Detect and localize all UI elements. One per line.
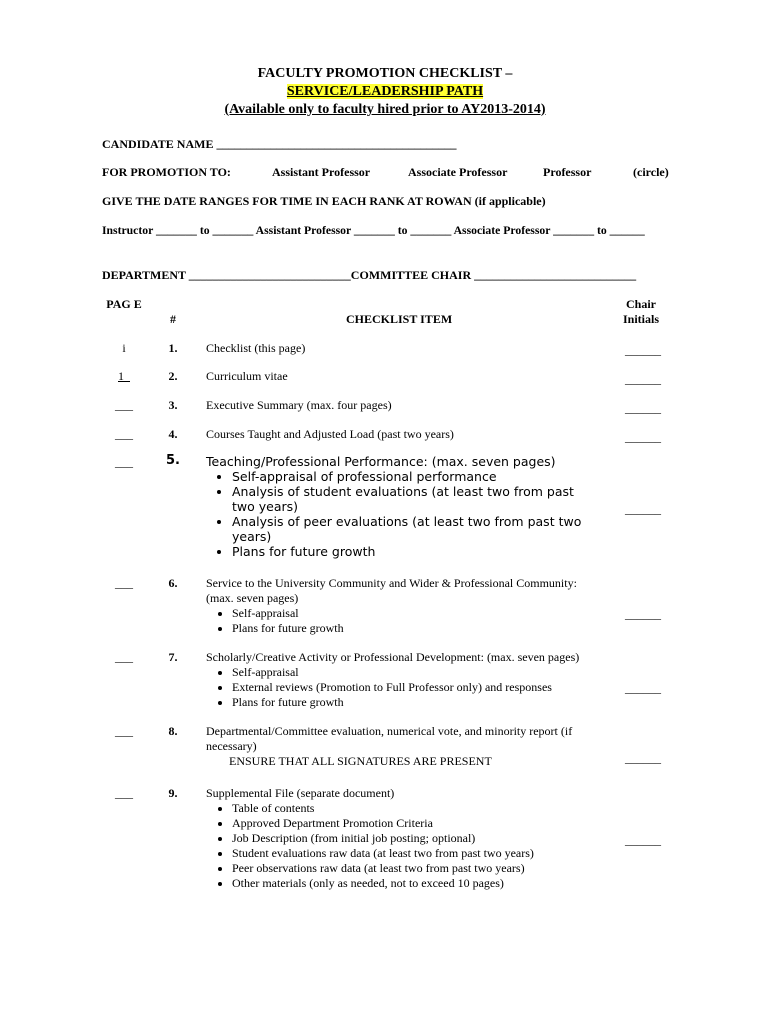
list-item: • Self-appraisal of professional performance bbox=[232, 469, 596, 484]
row-9-item-heading: Supplemental File (separate document) bbox=[206, 786, 395, 800]
row-2-item: Curriculum vitae bbox=[206, 369, 288, 383]
row-9-item bbox=[206, 786, 606, 891]
row-8-item bbox=[206, 724, 596, 769]
list-item: • External reviews (Promotion to Full Professor only) and responses bbox=[232, 680, 606, 695]
header-checklist-item: CHECKLIST ITEM bbox=[346, 312, 453, 326]
row-7-item-heading: Scholarly/Creative Activity or Professional Development: (max. seven pages) bbox=[206, 650, 580, 664]
row-3-number: 3. bbox=[168, 398, 178, 412]
row-5-number: 5. bbox=[166, 453, 180, 468]
row-9-chair-initials[interactable]: ______ bbox=[625, 833, 661, 847]
row-9-number: 9. bbox=[168, 786, 178, 800]
list-item: • Job Description (from initial job posting; optional) bbox=[232, 831, 606, 846]
row-3-item: Executive Summary (max. four pages) bbox=[206, 398, 392, 412]
header-page: PAG E bbox=[106, 297, 142, 311]
row-7-page[interactable]: ___ bbox=[115, 650, 133, 664]
list-item: • Self-appraisal bbox=[232, 606, 606, 621]
list-item: • Approved Department Promotion Criteria bbox=[232, 816, 606, 831]
list-item: • Student evaluations raw data (at least two from past two years) bbox=[232, 846, 606, 861]
row-2-number: 2. bbox=[168, 369, 178, 383]
list-item: • Table of contents bbox=[232, 801, 606, 816]
row-6-chair-initials[interactable]: ______ bbox=[625, 607, 661, 621]
title-line-1: FACULTY PROMOTION CHECKLIST – bbox=[257, 66, 513, 81]
row-1-number: 1. bbox=[168, 341, 178, 355]
row-2-chair-initials[interactable]: ______ bbox=[625, 372, 661, 386]
row-4-item: Courses Taught and Adjusted Load (past two years) bbox=[206, 427, 454, 441]
row-7-bullet-list bbox=[206, 665, 606, 710]
header-chair-initials: Chair Initials bbox=[622, 297, 659, 326]
header-number: # bbox=[170, 312, 176, 326]
promotion-label: FOR PROMOTION TO: bbox=[102, 165, 231, 179]
list-item: • Plans for future growth bbox=[232, 544, 596, 559]
row-3-page[interactable]: ___ bbox=[115, 398, 133, 412]
row-5-bullet-list bbox=[206, 469, 596, 559]
row-4-chair-initials[interactable]: ______ bbox=[625, 430, 661, 444]
row-8-signatures-note: ENSURE THAT ALL SIGNATURES ARE PRESENT bbox=[229, 754, 492, 768]
row-6-item bbox=[206, 576, 606, 636]
department-committee-line[interactable]: DEPARTMENT ___________________________COMMITTEE CHAIR ___________________________ bbox=[102, 268, 637, 282]
title-highlight: SERVICE/LEADERSHIP PATH bbox=[286, 84, 484, 99]
row-1-item: Checklist (this page) bbox=[206, 341, 306, 355]
list-item: • Analysis of student evaluations (at least two from past two years) bbox=[232, 484, 596, 514]
candidate-name-field[interactable]: CANDIDATE NAME ________________________________________ bbox=[102, 137, 457, 151]
row-5-item-heading: Teaching/Professional Performance: (max. seven pages) bbox=[206, 454, 556, 469]
row-7-number: 7. bbox=[168, 650, 178, 664]
list-item: • Analysis of peer evaluations (at least two from past two years) bbox=[232, 514, 596, 544]
row-6-number: 6. bbox=[168, 576, 178, 590]
list-item: • Plans for future growth bbox=[232, 621, 606, 636]
row-8-number: 8. bbox=[168, 724, 178, 738]
option-professor[interactable]: Professor bbox=[543, 165, 592, 179]
title-line-2 bbox=[0, 84, 770, 100]
option-associate-professor[interactable]: Associate Professor bbox=[408, 165, 508, 179]
row-8-page[interactable]: ___ bbox=[115, 724, 133, 738]
row-5-chair-initials[interactable]: ______ bbox=[625, 502, 661, 516]
row-8-item-heading: Departmental/Committee evaluation, numerical vote, and minority report (if necessary) bbox=[206, 724, 573, 753]
row-9-bullet-list bbox=[206, 801, 606, 891]
row-3-chair-initials[interactable]: ______ bbox=[625, 401, 661, 415]
row-8-chair-initials[interactable]: ______ bbox=[625, 751, 661, 765]
title-line-3: (Available only to faculty hired prior to AY2013-2014) bbox=[224, 102, 546, 117]
option-assistant-professor[interactable]: Assistant Professor bbox=[272, 165, 371, 179]
row-4-page[interactable]: ___ bbox=[115, 427, 133, 441]
circle-note: (circle) bbox=[633, 165, 669, 179]
list-item: • Peer observations raw data (at least two from past two years) bbox=[232, 861, 606, 876]
row-1-page: i bbox=[122, 341, 126, 355]
row-6-page[interactable]: ___ bbox=[115, 576, 133, 590]
row-4-number: 4. bbox=[168, 427, 178, 441]
list-item: • Other materials (only as needed, not to exceed 10 pages) bbox=[232, 876, 606, 891]
row-6-bullet-list bbox=[206, 606, 606, 636]
date-ranges-line[interactable]: Instructor _______ to _______ Assistant Professor _______ to _______ Associate Professor _______ to ______ bbox=[102, 224, 645, 237]
row-6-item-heading: Service to the University Community and Wider & Professional Community: (max. seven pages) bbox=[206, 576, 577, 605]
row-7-item bbox=[206, 650, 606, 710]
row-1-chair-initials[interactable]: ______ bbox=[625, 343, 661, 357]
row-5-item bbox=[206, 454, 596, 559]
date-ranges-heading: GIVE THE DATE RANGES FOR TIME IN EACH RANK AT ROWAN (if applicable) bbox=[102, 194, 546, 208]
row-7-chair-initials[interactable]: ______ bbox=[625, 681, 661, 695]
list-item: • Self-appraisal bbox=[232, 665, 606, 680]
row-9-page[interactable]: ___ bbox=[115, 786, 133, 800]
list-item: • Plans for future growth bbox=[232, 695, 606, 710]
row-2-page: 1 bbox=[118, 369, 124, 383]
row-5-page[interactable]: ___ bbox=[115, 455, 133, 469]
